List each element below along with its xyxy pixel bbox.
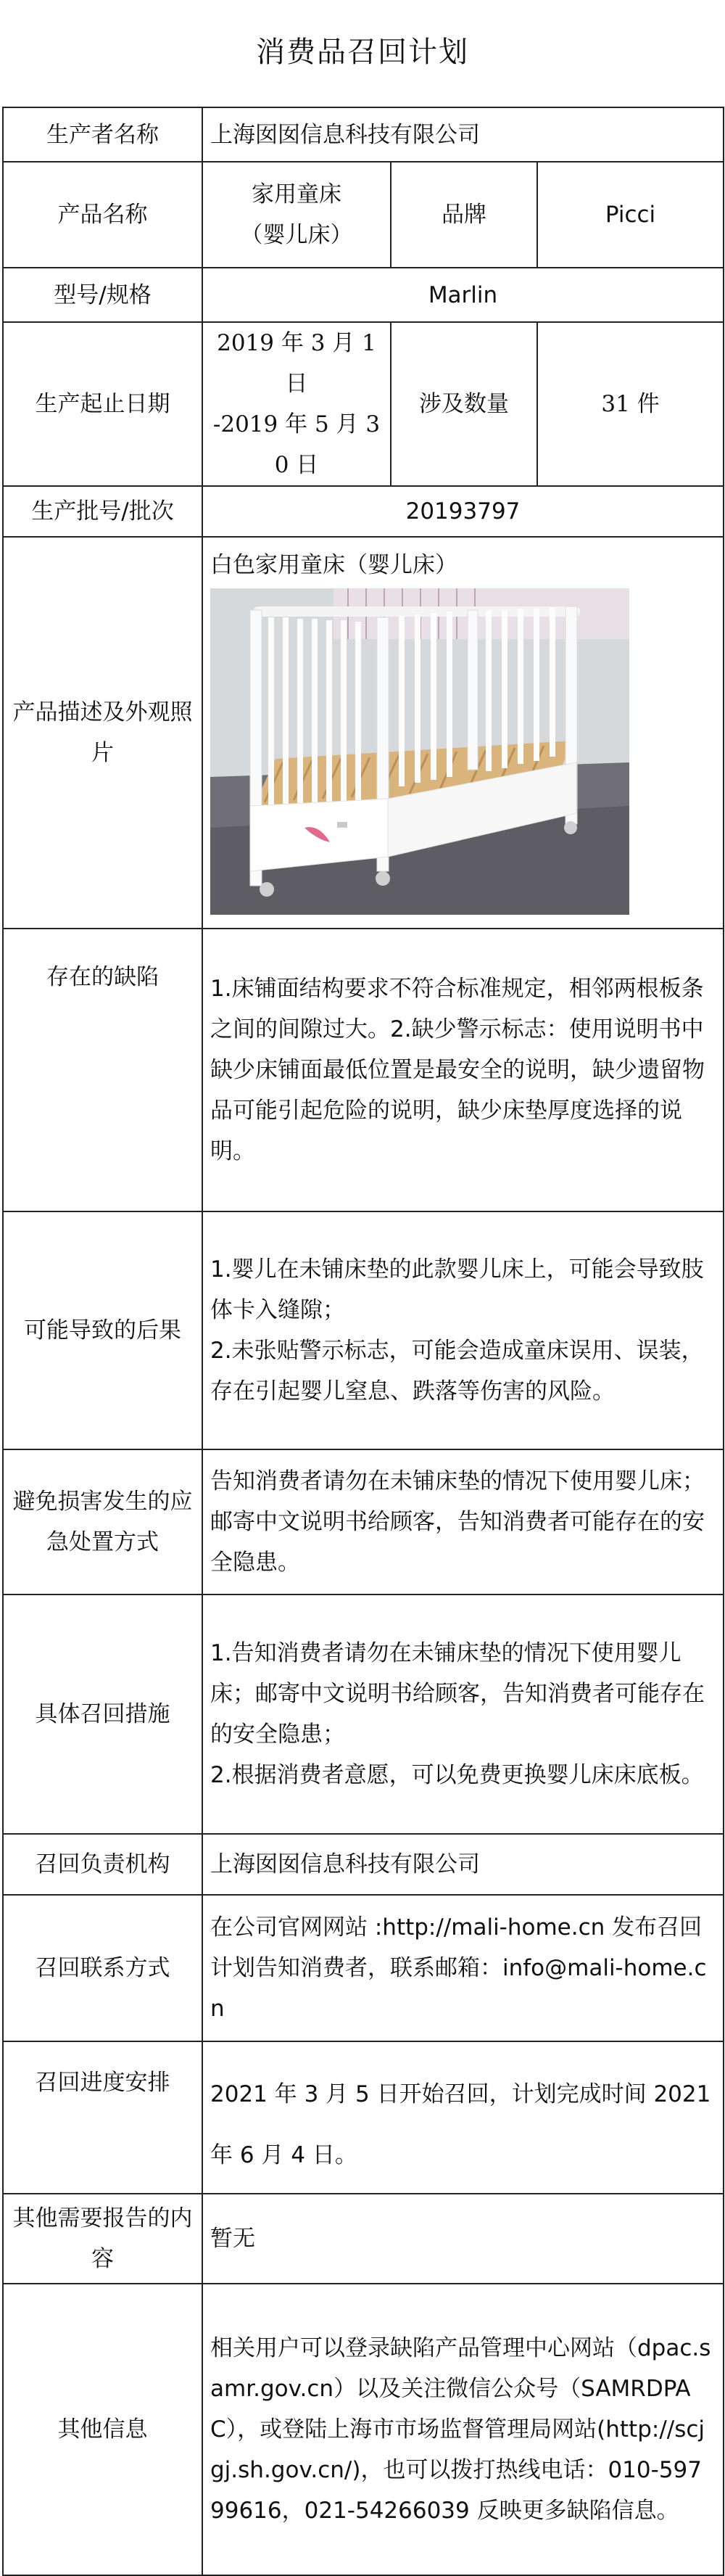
- row-emergency: [3, 1449, 724, 1594]
- label-batch: 生产批号/批次: [3, 486, 202, 537]
- label-description: 产品描述及外观照片: [3, 537, 202, 929]
- row-other-info: [3, 2284, 724, 2575]
- date-start: 2019 年 3 月 1 日: [217, 330, 376, 397]
- value-schedule: 2021 年 3 月 5 日开始召回，计划完成时间 2021 年 6 月 4 日。: [202, 2041, 724, 2194]
- label-schedule: 召回进度安排: [3, 2041, 202, 2194]
- value-contact: 在公司官网网站 :http://mali-home.cn 发布召回计划告知消费者，联系邮箱：info@mali-home.cn: [202, 1895, 724, 2041]
- value-emergency: 告知消费者请勿在未铺床垫的情况下使用婴儿床；邮寄中文说明书给顾客，告知消费者可能存在的安全隐患。: [202, 1449, 724, 1594]
- value-product: [202, 162, 391, 268]
- label-agency: 召回负责机构: [3, 1834, 202, 1895]
- label-brand: 品牌: [391, 162, 537, 268]
- recall-table: [2, 107, 724, 2576]
- page-title: 消费品召回计划: [256, 36, 469, 69]
- row-measures: [3, 1594, 724, 1834]
- label-product: 产品名称: [3, 162, 202, 268]
- date-end: -2019 年 5 月 30 日: [212, 411, 381, 478]
- product-name-line1: 家用童床: [252, 181, 341, 207]
- row-contact: [3, 1895, 724, 2041]
- row-other-report: [3, 2194, 724, 2284]
- row-description: [3, 537, 724, 929]
- label-model: 型号/规格: [3, 268, 202, 322]
- label-dates: 生产起止日期: [3, 322, 202, 486]
- label-measures: 具体召回措施: [3, 1594, 202, 1834]
- value-brand: Picci: [537, 162, 724, 268]
- value-manufacturer: 上海囡囡信息科技有限公司: [202, 107, 724, 162]
- label-other-info: 其他信息: [3, 2284, 202, 2575]
- row-product: [3, 162, 724, 268]
- label-contact: 召回联系方式: [3, 1895, 202, 2041]
- label-defect: 存在的缺陷: [3, 929, 202, 1211]
- value-description: [202, 537, 724, 929]
- value-agency: 上海囡囡信息科技有限公司: [202, 1834, 724, 1895]
- label-other-report: 其他需要报告的内容: [3, 2194, 202, 2284]
- value-quantity: 31 件: [537, 322, 724, 486]
- consequence-line1: 1.婴儿在未铺床垫的此款婴儿床上，可能会导致肢体卡入缝隙；: [210, 1256, 704, 1323]
- row-model: [3, 268, 724, 322]
- row-batch: [3, 486, 724, 537]
- product-name-line2: （婴儿床）: [240, 222, 353, 248]
- label-consequence: 可能导致的后果: [3, 1211, 202, 1449]
- value-other-info: 相关用户可以登录缺陷产品管理中心网站（dpac.samr.gov.cn）以及关注微信公众号（SAMRDPAC），或登陆上海市市场监督管理局网站(http://scjgj.sh.gov.cn/)，也可以拨打热线电话：010-59799616，021-54266039 反映更多缺陷信息。: [202, 2284, 724, 2575]
- consequence-line2: 2.未张贴警示标志，可能会造成童床误用、误装，存在引起婴儿窒息、跌落等伤害的风险。: [210, 1338, 704, 1404]
- row-schedule: [3, 2041, 724, 2194]
- value-other-report: 暂无: [202, 2194, 724, 2284]
- row-consequence: [3, 1211, 724, 1449]
- label-manufacturer: 生产者名称: [3, 107, 202, 162]
- value-defect: 1.床铺面结构要求不符合标准规定，相邻两根板条之间的间隙过大。2.缺少警示标志：使用说明书中缺少床铺面最低位置是最安全的说明，缺少遗留物品可能引起危险的说明，缺少床垫厚度选择的说明。: [202, 929, 724, 1211]
- value-model: Marlin: [202, 268, 724, 322]
- row-agency: [3, 1834, 724, 1895]
- value-measures: [202, 1594, 724, 1834]
- measures-line2: 2.根据消费者意愿，可以免费更换婴儿床床底板。: [210, 1762, 704, 1788]
- row-dates: [3, 322, 724, 486]
- label-quantity: 涉及数量: [391, 322, 537, 486]
- row-manufacturer: [3, 107, 724, 162]
- row-defect: [3, 929, 724, 1211]
- crib-photo: [210, 588, 629, 915]
- value-consequence: [202, 1211, 724, 1449]
- photo-caption: 白色家用童床（婴儿床）: [210, 552, 457, 578]
- label-emergency: 避免损害发生的应急处置方式: [3, 1449, 202, 1594]
- value-batch: 20193797: [202, 486, 724, 537]
- value-dates: [202, 322, 391, 486]
- measures-line1: 1.告知消费者请勿在未铺床垫的情况下使用婴儿床；邮寄中文说明书给顾客，告知消费者可能存在的安全隐患；: [210, 1640, 705, 1748]
